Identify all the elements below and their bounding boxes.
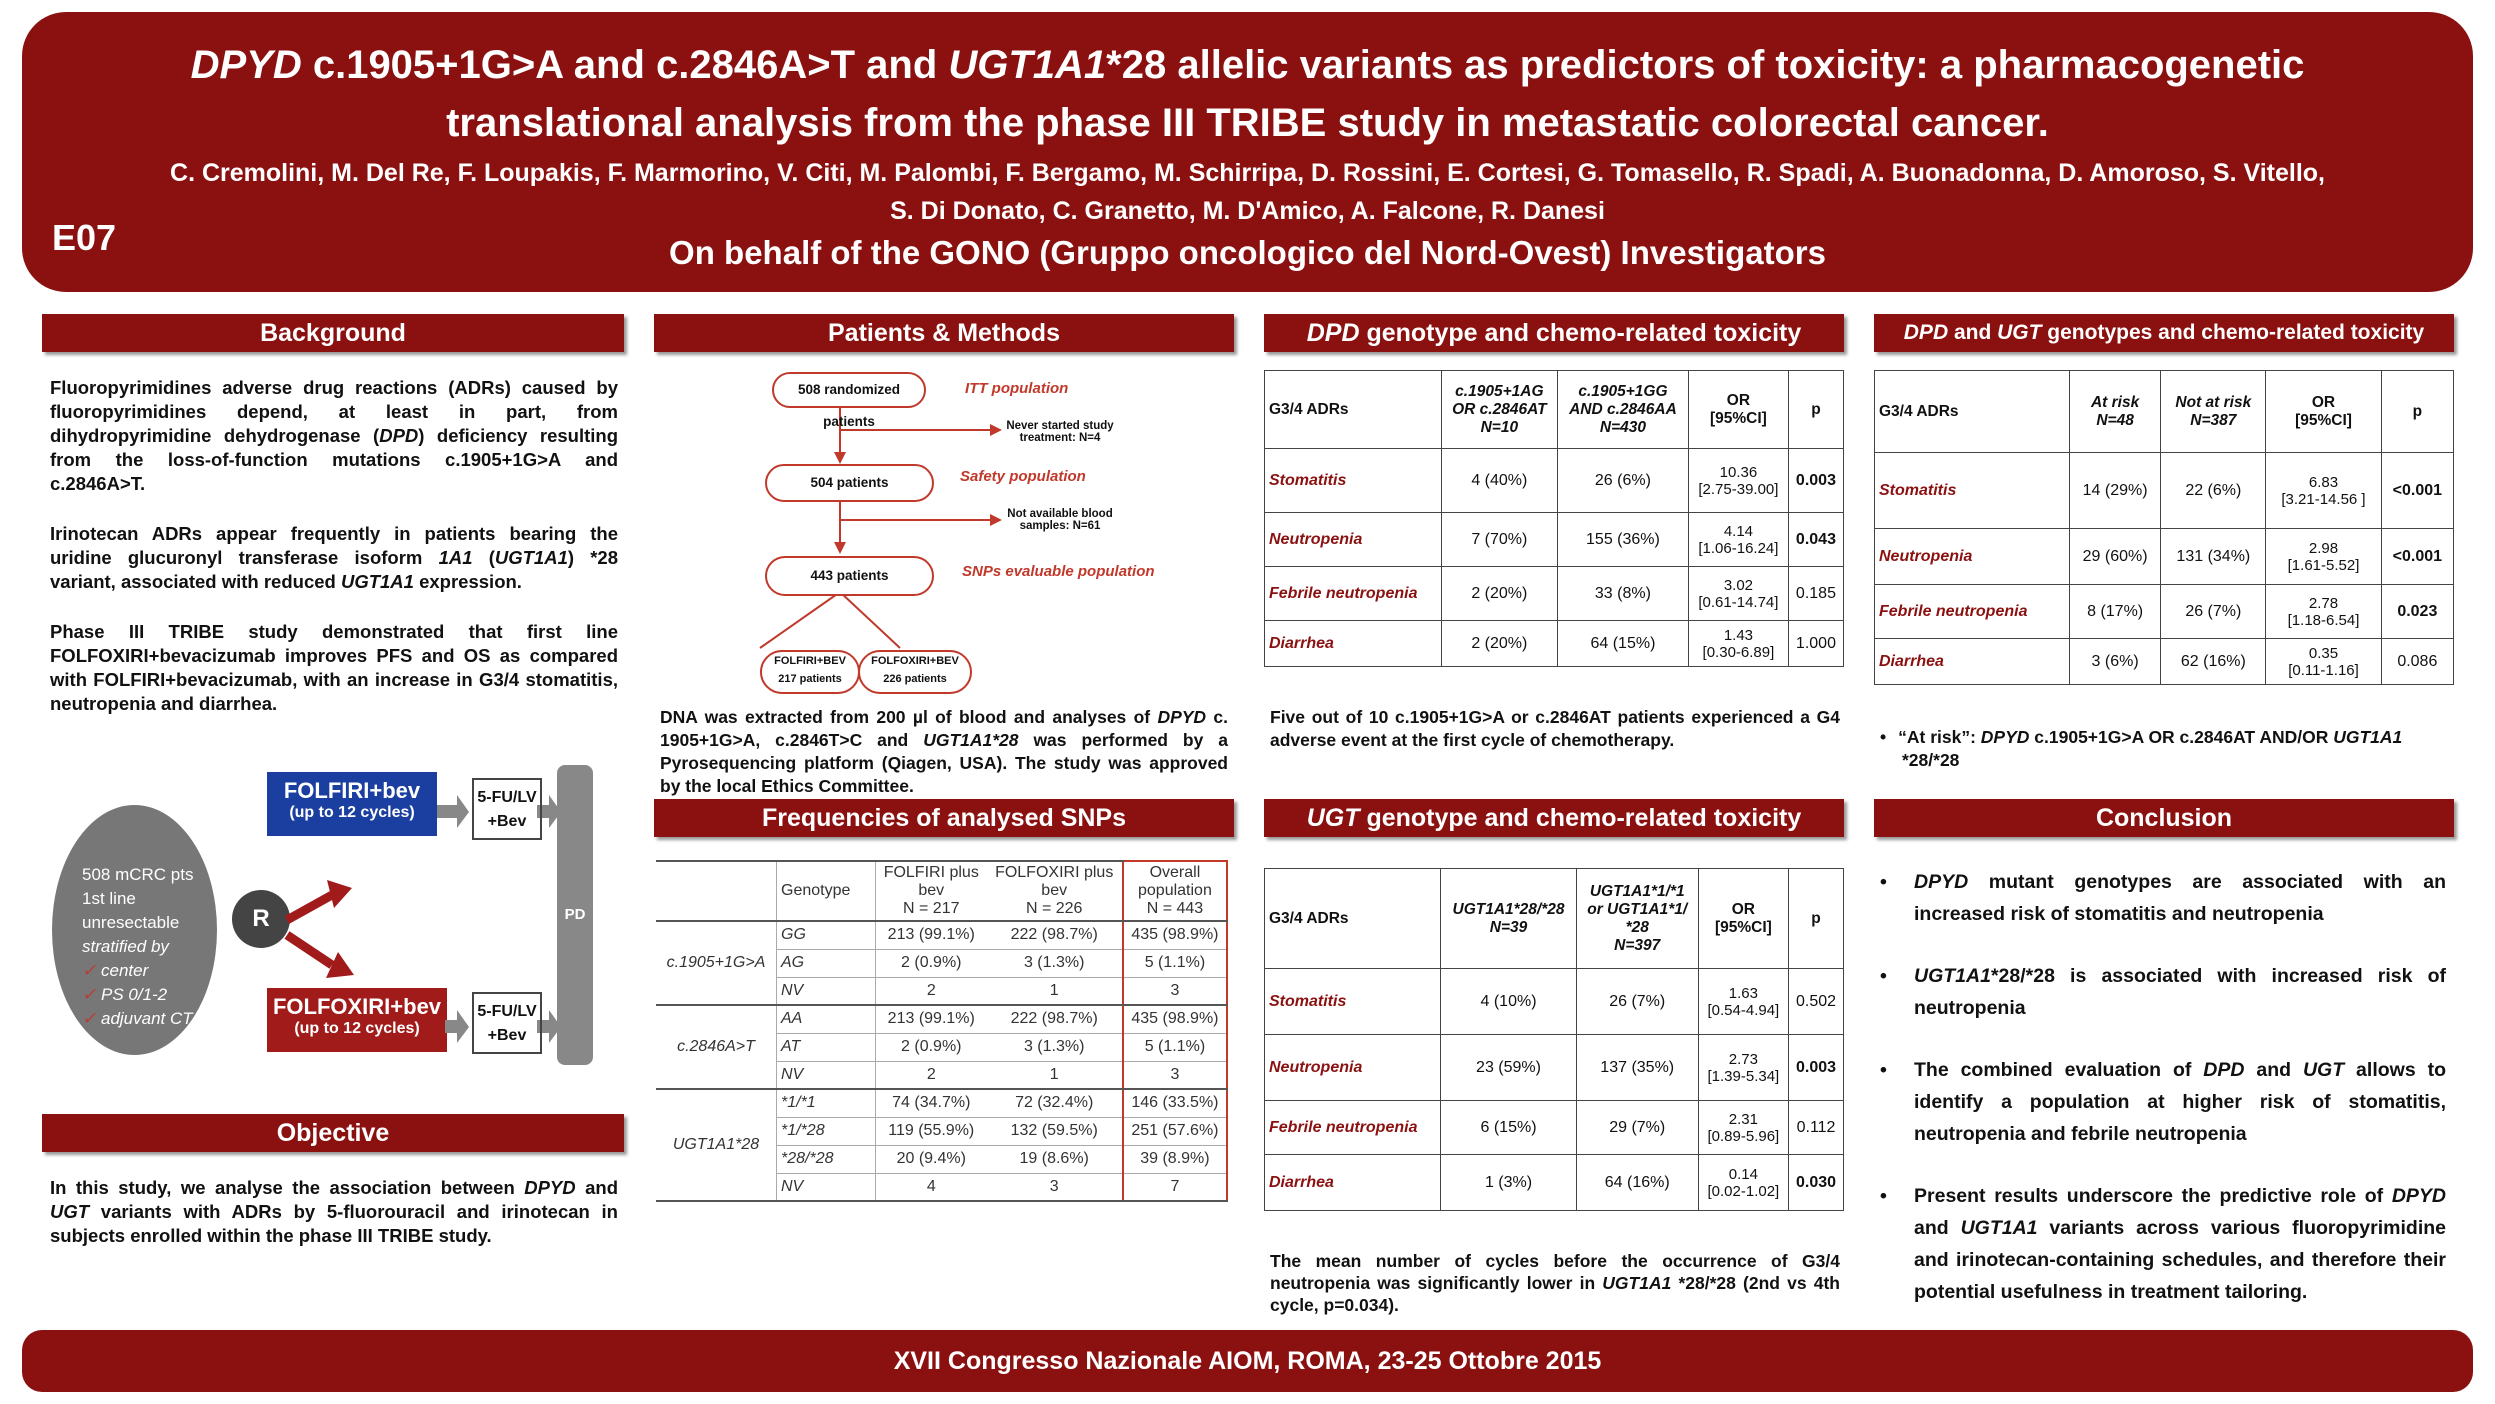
ugt-header-row: G3/4 ADRs UGT1A1*28/*28 N=39 UGT1A1*1/*1 or UGT1A1*1/ *28 N=397 OR [95%CI] p	[1265, 869, 1844, 969]
snp-value-cell: 72 (32.4%)	[987, 1089, 1123, 1117]
p-value-cell: 0.185	[1788, 567, 1843, 621]
snp-value-cell: 132 (59.5%)	[987, 1117, 1123, 1145]
snp-value-cell: 4	[876, 1173, 987, 1201]
or-cell: 2.78 [1.18-6.54]	[2266, 585, 2381, 639]
adr-cell: Diarrhea	[1265, 1155, 1441, 1211]
p-value-cell: 0.003	[1788, 449, 1843, 513]
poster-header	[22, 12, 2473, 292]
value-cell: 29 (60%)	[2069, 529, 2160, 585]
value-cell: 64 (15%)	[1557, 621, 1688, 667]
flow-label-snp: SNPs evaluable population	[962, 563, 1155, 580]
ugt-note: The mean number of cycles before the occurrence of G3/4 neutropenia was significantly lower in UGT1A1 *28/*28 (2nd vs 4th cycle, p=0.034).	[1270, 1251, 1840, 1315]
snp-genotype-cell: GG	[777, 921, 876, 949]
objective-heading: Objective	[42, 1114, 624, 1152]
value-cell: 3 (6%)	[2069, 639, 2160, 685]
adr-cell: Febrile neutropenia	[1265, 1101, 1441, 1155]
snp-genotype-cell: AT	[777, 1033, 876, 1061]
snp-genotype-cell: NV	[777, 977, 876, 1005]
adr-cell: Diarrhea	[1265, 621, 1442, 667]
value-cell: 4 (10%)	[1441, 969, 1576, 1035]
snp-genotype-cell: NV	[777, 1173, 876, 1201]
p-value-cell: 0.030	[1789, 1155, 1844, 1211]
ugt-row	[1265, 969, 1844, 1035]
snp-value-cell: 435 (98.9%)	[1123, 1005, 1227, 1033]
or-cell: 6.83 [3.21-14.56 ]	[2266, 453, 2381, 529]
maintenance-box-2: 5-FU/LV +Bev	[472, 992, 542, 1054]
consort-flowchart	[660, 360, 1230, 700]
adr-cell: Neutropenia	[1875, 529, 2070, 585]
value-cell: 2 (20%)	[1441, 621, 1557, 667]
or-cell: 3.02 [0.61-14.74]	[1688, 567, 1788, 621]
ugt-row	[1265, 1035, 1844, 1101]
flow-box-snp-evaluable: 443 patients	[765, 556, 934, 596]
value-cell: 137 (35%)	[1576, 1035, 1698, 1101]
dpd-toxicity-table	[1264, 370, 1844, 667]
background-text: Fluoropyrimidines adverse drug reactions (ADRs) caused by fluoropyrimidines depend, at least in part, from dihydropyrimidine dehydrogenase (DPD) deficiency resulting from the loss-of-function mutations c.1905+1G>A and c.2846A>T. Irinotecan ADRs appear frequently in patients bearing the uridine glucuronyl transferase isoform 1A1 (UGT1A1) *28 variant, associated with reduced UGT1A1 expression. Phase III TRIBE study demonstrated that first line FOLFOXIRI+bevacizumab improves PFS and OS as compared with FOLFIRI+bevacizumab, with an increase in G3/4 stomatitis, neutropenia and diarrhea.	[50, 377, 618, 714]
value-cell: 1 (3%)	[1441, 1155, 1576, 1211]
snp-gene-cell: c.1905+1G>A	[656, 921, 777, 1005]
value-cell: 6 (15%)	[1441, 1101, 1576, 1155]
p-value-cell: 1.000	[1788, 621, 1843, 667]
p-value-cell: 0.502	[1789, 969, 1844, 1035]
combined-note: • “At risk”: DPYD c.1905+1G>A OR c.2846AT AND/OR UGT1A1 *28/*28	[1880, 727, 2403, 770]
value-cell: 2 (20%)	[1441, 567, 1557, 621]
snp-value-cell: 146 (33.5%)	[1123, 1089, 1227, 1117]
snp-value-cell: 5 (1.1%)	[1123, 949, 1227, 977]
conclusion-item: • Present results underscore the predictive role of DPYD and UGT1A1 variants across various fluoropyrimidine and irinotecan-containing schedules, and therefore their potential usefulness in treatment tailoring.	[1880, 1185, 2446, 1303]
dpd-row	[1265, 449, 1844, 513]
snp-value-cell: 3 (1.3%)	[987, 1033, 1123, 1061]
study-design-diagram	[52, 760, 622, 1065]
ugt-heading: UGT genotype and chemo-related toxicity	[1264, 799, 1844, 837]
snp-value-cell: 7	[1123, 1173, 1227, 1201]
conclusion-item: • DPYD mutant genotypes are associated with an increased risk of stomatitis and neutropenia	[1880, 871, 2446, 925]
snp-frequency-table	[656, 860, 1228, 1202]
snp-value-cell: 39 (8.9%)	[1123, 1145, 1227, 1173]
snp-value-cell: 213 (99.1%)	[876, 921, 987, 949]
combined-row	[1875, 585, 2454, 639]
snp-row	[656, 1005, 1227, 1033]
p-value-cell: <0.001	[2381, 529, 2453, 585]
snp-value-cell: 2	[876, 977, 987, 1005]
snp-value-cell: 222 (98.7%)	[987, 1005, 1123, 1033]
p-value-cell: 0.043	[1788, 513, 1843, 567]
value-cell: 131 (34%)	[2161, 529, 2266, 585]
adr-cell: Stomatitis	[1265, 449, 1442, 513]
flow-label-itt: ITT population	[965, 380, 1069, 397]
snp-value-cell: 5 (1.1%)	[1123, 1033, 1227, 1061]
adr-cell: Neutropenia	[1265, 1035, 1441, 1101]
p-value-cell: 0.023	[2381, 585, 2453, 639]
snp-value-cell: 3	[987, 1173, 1123, 1201]
snp-genotype-cell: NV	[777, 1061, 876, 1089]
snp-header-row: Genotype FOLFIRI plus bev N = 217 FOLFOXIRI plus bev N = 226 Overall population N = 443	[656, 861, 1227, 921]
p-value-cell: 0.112	[1789, 1101, 1844, 1155]
flow-note-never-started: Never started study treatment: N=4	[1006, 420, 1114, 444]
dpd-header-row: G3/4 ADRs c.1905+1AG OR c.2846AT N=10 c.1905+1GG AND c.2846AA N=430 OR [95%CI] p	[1265, 371, 1844, 449]
flow-box-safety: 504 patients	[765, 464, 934, 502]
value-cell: 29 (7%)	[1576, 1101, 1698, 1155]
value-cell: 8 (17%)	[2069, 585, 2160, 639]
snp-value-cell: 3 (1.3%)	[987, 949, 1123, 977]
snp-value-cell: 213 (99.1%)	[876, 1005, 987, 1033]
flow-note-no-blood: Not available blood samples: N=61	[1007, 508, 1113, 532]
author-list: C. Cremolini, M. Del Re, F. Loupakis, F. Marmorino, V. Citi, M. Palombi, F. Bergamo, M. Schirripa, D. Rossini, E. Cortesi, G. Tomasello, R. Spadi, A. Buonadonna, D. Amoroso, S. Vitello, S. Di Donato, C. Granetto, M. D'Amico, A. Falcone, R. Danesi	[170, 159, 2325, 225]
conclusion-list	[1880, 866, 2446, 1338]
or-cell: 4.14 [1.06-16.24]	[1688, 513, 1788, 567]
snp-value-cell: 222 (98.7%)	[987, 921, 1123, 949]
value-cell: 26 (6%)	[1557, 449, 1688, 513]
adr-cell: Stomatitis	[1265, 969, 1441, 1035]
snp-genotype-cell: AG	[777, 949, 876, 977]
or-cell: 0.14 [0.02-1.02]	[1698, 1155, 1788, 1211]
snp-value-cell: 3	[1123, 977, 1227, 1005]
snp-value-cell: 2	[876, 1061, 987, 1089]
ugt-toxicity-table	[1264, 868, 1844, 1211]
combined-heading: DPD and UGT genotypes and chemo-related toxicity	[1874, 314, 2454, 352]
value-cell: 7 (70%)	[1441, 513, 1557, 567]
value-cell: 22 (6%)	[2161, 453, 2266, 529]
ugt-row	[1265, 1155, 1844, 1211]
snp-genotype-cell: *28/*28	[777, 1145, 876, 1173]
dpd-row	[1265, 621, 1844, 667]
snp-value-cell: 251 (57.6%)	[1123, 1117, 1227, 1145]
combined-toxicity-table	[1874, 370, 2454, 685]
snp-gene-cell: c.2846A>T	[656, 1005, 777, 1089]
adr-cell: Stomatitis	[1875, 453, 2070, 529]
randomization-circle: R	[232, 890, 290, 948]
value-cell: 14 (29%)	[2069, 453, 2160, 529]
dpd-row	[1265, 513, 1844, 567]
snp-value-cell: 1	[987, 977, 1123, 1005]
snp-value-cell: 2 (0.9%)	[876, 949, 987, 977]
on-behalf-line: On behalf of the GONO (Gruppo oncologico del Nord-Ovest) Investigators	[669, 234, 1826, 271]
population-oval: 508 mCRC pts 1st line unresectable stratified by ✓ center ✓ PS 0/1-2 ✓ adjuvant CT	[52, 805, 217, 1055]
adr-cell: Febrile neutropenia	[1265, 567, 1442, 621]
snp-value-cell: 435 (98.9%)	[1123, 921, 1227, 949]
value-cell: 155 (36%)	[1557, 513, 1688, 567]
randomization-arrows	[282, 850, 372, 1000]
arm-folfoxiri-box: FOLFOXIRI+bev (up to 12 cycles)	[267, 988, 447, 1052]
or-cell: 10.36 [2.75-39.00]	[1688, 449, 1788, 513]
snps-heading: Frequencies of analysed SNPs	[654, 799, 1234, 837]
poster-code: E07	[52, 217, 117, 258]
flow-box-folfoxiri-arm: FOLFOXIRI+BEV 226 patients	[858, 650, 972, 694]
flow-box-folfiri-arm: FOLFIRI+BEV 217 patients	[760, 650, 860, 694]
snp-value-cell: 119 (55.9%)	[876, 1117, 987, 1145]
p-value-cell: 0.086	[2381, 639, 2453, 685]
adr-cell: Neutropenia	[1265, 513, 1442, 567]
or-cell: 2.73 [1.39-5.34]	[1698, 1035, 1788, 1101]
snp-row	[656, 1089, 1227, 1117]
adr-cell: Febrile neutropenia	[1875, 585, 2070, 639]
dpd-row	[1265, 567, 1844, 621]
arm-folfiri-box: FOLFIRI+bev (up to 12 cycles)	[267, 772, 437, 836]
dpd-heading: DPD genotype and chemo-related toxicity	[1264, 314, 1844, 352]
snp-value-cell: 19 (8.6%)	[987, 1145, 1123, 1173]
objective-text: In this study, we analyse the association between DPYD and UGT variants with ADRs by 5-fluorouracil and irinotecan in subjects enrolled within the phase III TRIBE study.	[50, 1177, 618, 1246]
conclusion-item: • UGT1A1*28/*28 is associated with increased risk of neutropenia	[1880, 965, 2446, 1019]
methods-text: DNA was extracted from 200 µl of blood and analyses of DPYD c. 1905+1G>A, c.2846T>C and UGT1A1*28 was performed by a Pyrosequencing platform (Qiagen, USA). The study was approved by the local Ethics Committee.	[660, 707, 1228, 796]
conclusion-item: • The combined evaluation of DPD and UGT allows to identify a population at higher risk of stomatitis, neutropenia and febrile neutropenia	[1880, 1059, 2446, 1145]
flow-label-safety: Safety population	[960, 468, 1086, 485]
value-cell: 4 (40%)	[1441, 449, 1557, 513]
dpd-note: Five out of 10 c.1905+1G>A or c.2846AT patients experienced a G4 adverse event at the first cycle of chemotherapy.	[1270, 707, 1840, 750]
combined-row	[1875, 639, 2454, 685]
snp-value-cell: 3	[1123, 1061, 1227, 1089]
poster-footer: XVII Congresso Nazionale AIOM, ROMA, 23-25 Ottobre 2015	[22, 1330, 2473, 1392]
or-cell: 2.98 [1.61-5.52]	[2266, 529, 2381, 585]
snp-value-cell: 1	[987, 1061, 1123, 1089]
snp-row	[656, 921, 1227, 949]
snp-value-cell: 2 (0.9%)	[876, 1033, 987, 1061]
snp-genotype-cell: *1/*28	[777, 1117, 876, 1145]
snp-genotype-cell: AA	[777, 1005, 876, 1033]
snp-value-cell: 74 (34.7%)	[876, 1089, 987, 1117]
snp-value-cell: 20 (9.4%)	[876, 1145, 987, 1173]
p-value-cell: <0.001	[2381, 453, 2453, 529]
value-cell: 26 (7%)	[1576, 969, 1698, 1035]
value-cell: 64 (16%)	[1576, 1155, 1698, 1211]
or-cell: 1.43 [0.30-6.89]	[1688, 621, 1788, 667]
snp-genotype-cell: *1/*1	[777, 1089, 876, 1117]
background-heading: Background	[42, 314, 624, 352]
combined-header-row: G3/4 ADRs At risk N=48 Not at risk N=387 OR [95%CI] p	[1875, 371, 2454, 453]
flow-box-randomized: 508 randomized patients	[772, 372, 926, 408]
combined-row	[1875, 529, 2454, 585]
or-cell: 1.63 [0.54-4.94]	[1698, 969, 1788, 1035]
adr-cell: Diarrhea	[1875, 639, 2070, 685]
value-cell: 33 (8%)	[1557, 567, 1688, 621]
combined-row	[1875, 453, 2454, 529]
methods-heading: Patients & Methods	[654, 314, 1234, 352]
or-cell: 2.31 [0.89-5.96]	[1698, 1101, 1788, 1155]
flowchart-lines	[660, 360, 1230, 700]
snp-gene-cell: UGT1A1*28	[656, 1089, 777, 1201]
pd-bar: PD	[557, 765, 593, 1065]
poster-title: DPYD c.1905+1G>A and c.2846A>T and UGT1A1*28 allelic variants as predictors of toxicity: a pharmacogenetic translational analysis from the phase III TRIBE study in metastatic colorectal cancer.	[190, 43, 2305, 145]
ugt-row	[1265, 1101, 1844, 1155]
value-cell: 26 (7%)	[2161, 585, 2266, 639]
value-cell: 23 (59%)	[1441, 1035, 1576, 1101]
value-cell: 62 (16%)	[2161, 639, 2266, 685]
conclusion-heading: Conclusion	[1874, 799, 2454, 837]
maintenance-box-1: 5-FU/LV +Bev	[472, 778, 542, 840]
p-value-cell: 0.003	[1789, 1035, 1844, 1101]
or-cell: 0.35 [0.11-1.16]	[2266, 639, 2381, 685]
